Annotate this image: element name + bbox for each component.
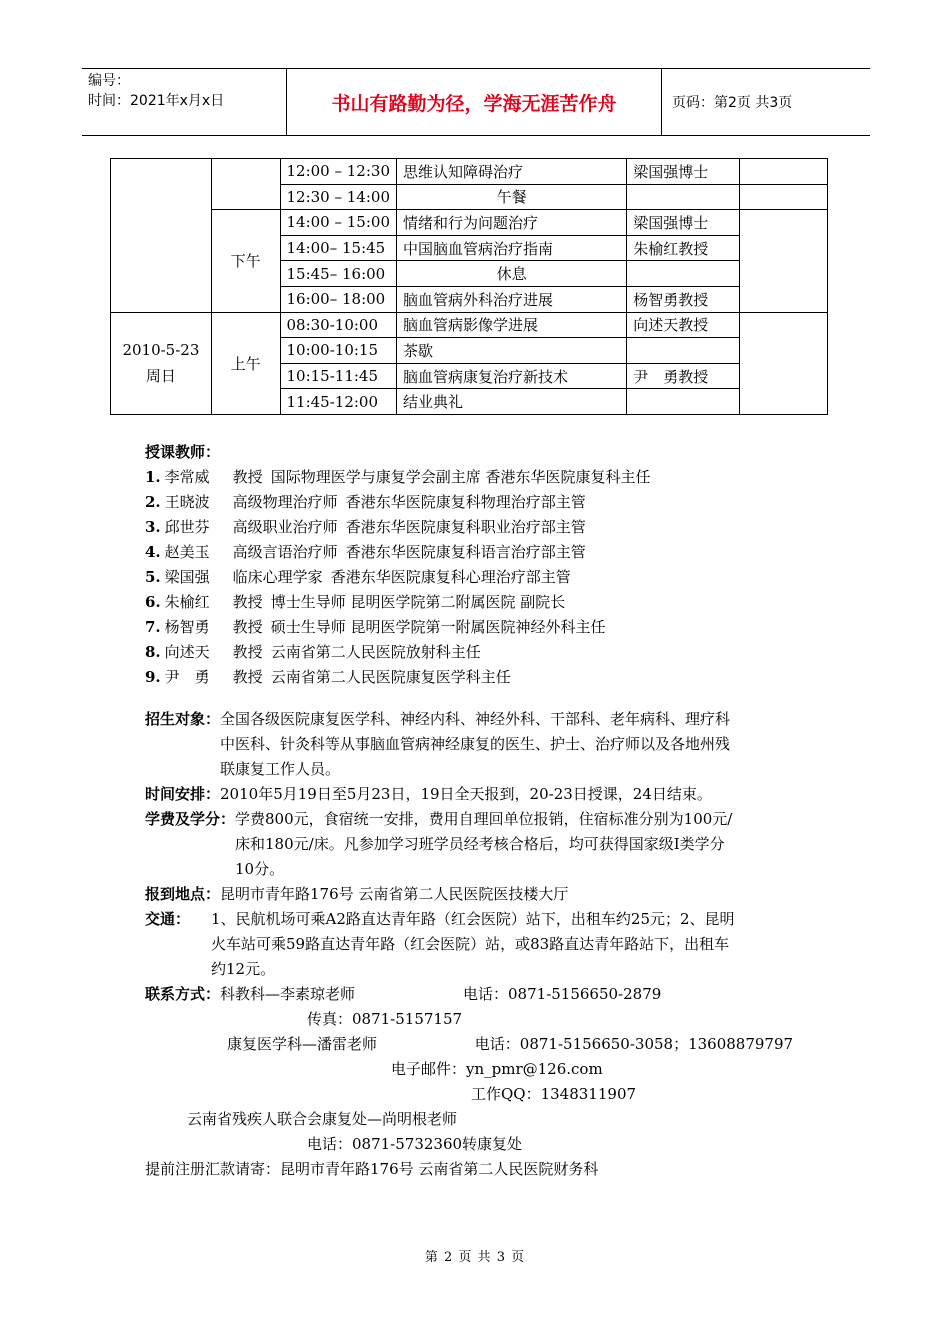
time-cell: 16:00– 18:00	[280, 286, 397, 312]
contact-1-name: 科教科—李素琼老师	[220, 985, 356, 1003]
teacher-title: 教授	[232, 468, 263, 486]
time-cell: 12:00 – 12:30	[280, 159, 397, 185]
teacher-list	[145, 465, 815, 690]
header-page-info: 页码：第2页 共3页	[672, 95, 793, 111]
date-cell-day2	[111, 312, 212, 414]
extra-cell	[739, 184, 827, 210]
fee-line: 床和180元/床。凡参加学习班学员经考核合格后，均可获得国家级I类学分	[235, 835, 725, 853]
time-cell: 14:00 – 15:00	[280, 210, 397, 236]
teacher-name: 尹 勇	[164, 668, 210, 686]
fee-section	[145, 807, 815, 882]
teacher-name: 朱榆红	[164, 593, 210, 611]
teacher-number: 4.	[145, 543, 161, 561]
teacher-cell	[627, 184, 740, 210]
target-line: 联康复工作人员。	[220, 760, 341, 778]
teacher-name: 杨智勇	[164, 618, 210, 636]
contact-1-phone: 电话：0871-5156650-2879	[463, 985, 662, 1003]
teacher-item	[145, 590, 815, 615]
teacher-cell	[627, 338, 740, 364]
contact-2-name: 康复医学科—潘雷老师	[227, 1035, 378, 1053]
teacher-number: 7.	[145, 618, 161, 636]
topic-cell: 休息	[397, 261, 627, 287]
teacher-name: 向述天	[164, 643, 210, 661]
teachers-heading: 授课教师：	[145, 443, 221, 461]
teacher-cell: 尹 勇教授	[627, 363, 740, 389]
teacher-item	[145, 490, 815, 515]
topic-cell: 茶歇	[397, 338, 627, 364]
time-text: 2010年5月19日至5月23日，19日全天报到，20-23日授课，24日结束。	[220, 785, 712, 803]
topic-cell: 情绪和行为问题治疗	[397, 210, 627, 236]
teacher-desc: 香港东华医院康复科心理治疗部主管	[330, 568, 571, 586]
extra-cell	[739, 159, 827, 185]
teacher-item	[145, 565, 815, 590]
teacher-title: 教授	[232, 643, 263, 661]
target-text	[220, 707, 730, 782]
target-section	[145, 707, 815, 782]
extra-cell	[739, 210, 827, 312]
teacher-item	[145, 665, 815, 690]
time-cell: 10:00-10:15	[280, 338, 397, 364]
venue-label: 报到地点：	[145, 885, 221, 903]
time-cell: 12:30 – 14:00	[280, 184, 397, 210]
topic-cell: 午餐	[397, 184, 627, 210]
time-label: 时间安排：	[145, 785, 221, 803]
teacher-name: 梁国强	[164, 568, 210, 586]
transport-text	[211, 907, 735, 982]
teacher-title: 教授	[232, 668, 263, 686]
teacher-cell	[627, 261, 740, 287]
contact-3-name: 云南省残疾人联合会康复处—尚明根老师	[187, 1110, 458, 1128]
document-body	[145, 440, 815, 1182]
teacher-desc: 云南省第二人民医院放射科主任	[270, 643, 481, 661]
header-motto: 书山有路勤为径，学海无涯苦作舟	[287, 69, 662, 135]
teacher-desc: 香港东华医院康复科语言治疗部主管	[345, 543, 586, 561]
extra-cell	[739, 312, 827, 414]
table-row	[111, 159, 828, 185]
teacher-item	[145, 615, 815, 640]
teacher-number: 3.	[145, 518, 161, 536]
page-footer: 第 2 页 共 3 页	[424, 1250, 526, 1265]
remit-text: 提前注册汇款请寄：昆明市青年路176号 云南省第二人民医院财务科	[145, 1160, 599, 1178]
header-meta	[82, 69, 287, 135]
teacher-desc: 香港东华医院康复科职业治疗部主管	[345, 518, 586, 536]
fee-line: 学费800元，食宿统一安排，费用自理回单位报销，住宿标准分别为100元/	[235, 810, 733, 828]
period-cell-morning: 上午	[211, 312, 280, 414]
teacher-item	[145, 640, 815, 665]
target-line: 全国各级医院康复医学科、神经内科、神经外科、干部科、老年病科、理疗科	[220, 710, 731, 728]
teacher-desc: 国际物理医学与康复学会副主席 香港东华医院康复科主任	[270, 468, 651, 486]
doc-number-label: 编号：	[88, 73, 130, 89]
teacher-number: 5.	[145, 568, 161, 586]
day2-date: 2010-5-23	[122, 341, 200, 360]
teacher-number: 2.	[145, 493, 161, 511]
contact-3-phone: 电话：0871-5732360转康复处	[307, 1135, 523, 1153]
teacher-desc: 博士生导师 昆明医学院第二附属医院 副院长	[270, 593, 566, 611]
date-cell-blank	[111, 159, 212, 313]
teacher-name: 赵美玉	[164, 543, 210, 561]
topic-cell: 中国脑血管病治疗指南	[397, 235, 627, 261]
time-cell: 08:30-10:00	[280, 312, 397, 338]
transport-section	[145, 907, 815, 982]
venue-section	[145, 882, 815, 907]
teacher-cell: 朱榆红教授	[627, 235, 740, 261]
contact-row-1	[145, 982, 815, 1007]
fee-line: 10分。	[235, 860, 285, 878]
teacher-title: 教授	[232, 618, 263, 636]
contact-2-email: 电子邮件：yn_pmr@126.com	[391, 1060, 603, 1078]
contact-2-phone: 电话：0871-5156650-3058；13608879797	[474, 1035, 794, 1053]
teacher-number: 1.	[145, 468, 161, 486]
teacher-cell: 梁国强博士	[627, 210, 740, 236]
time-cell: 15:45– 16:00	[280, 261, 397, 287]
period-cell-blank	[211, 159, 280, 210]
day2-weekday: 周日	[145, 367, 176, 386]
page-header	[82, 68, 870, 136]
target-line: 中医科、针灸科等从事脑血管病神经康复的医生、护士、治疗师以及各地州残	[220, 735, 731, 753]
teacher-cell	[627, 389, 740, 415]
contact-row-2	[145, 1032, 815, 1057]
transport-line: 1、民航机场可乘A2路直达青年路（红会医院）站下，出租车约25元；2、昆明	[211, 910, 735, 928]
topic-cell: 脑血管病外科治疗进展	[397, 286, 627, 312]
teacher-number: 9.	[145, 668, 161, 686]
teacher-title: 高级职业治疗师	[232, 518, 338, 536]
contact-1-fax: 传真：0871-5157157	[307, 1010, 463, 1028]
contact-2-qq: 工作QQ：1348311907	[471, 1085, 637, 1103]
teacher-desc: 云南省第二人民医院康复医学科主任	[270, 668, 511, 686]
schedule-table	[110, 158, 828, 415]
topic-cell: 结业典礼	[397, 389, 627, 415]
venue-text: 昆明市青年路176号 云南省第二人民医院医技楼大厅	[220, 885, 569, 903]
transport-label: 交通：	[145, 910, 191, 928]
fee-label: 学费及学分：	[145, 810, 236, 828]
teacher-title: 高级言语治疗师	[232, 543, 338, 561]
teacher-item	[145, 540, 815, 565]
teacher-title: 教授	[232, 593, 263, 611]
topic-cell: 脑血管病康复治疗新技术	[397, 363, 627, 389]
time-cell: 14:00– 15:45	[280, 235, 397, 261]
teacher-title: 高级物理治疗师	[232, 493, 338, 511]
teacher-item	[145, 465, 815, 490]
teacher-cell: 杨智勇教授	[627, 286, 740, 312]
teacher-number: 8.	[145, 643, 161, 661]
teacher-name: 李常威	[164, 468, 210, 486]
doc-date: 时间：2021年x月x日	[88, 93, 225, 109]
time-cell: 10:15-11:45	[280, 363, 397, 389]
time-section	[145, 782, 815, 807]
teacher-cell: 梁国强博士	[627, 159, 740, 185]
time-cell: 11:45-12:00	[280, 389, 397, 415]
teacher-name: 邱世芬	[164, 518, 210, 536]
table-row	[111, 210, 828, 236]
topic-cell: 思维认知障碍治疗	[397, 159, 627, 185]
teacher-desc: 香港东华医院康复科物理治疗部主管	[345, 493, 586, 511]
target-label: 招生对象：	[145, 710, 221, 728]
period-cell-afternoon: 下午	[211, 210, 280, 312]
transport-line: 火车站可乘59路直达青年路（红会医院）站，或83路直达青年路站下，出租车	[211, 935, 730, 953]
topic-cell: 脑血管病影像学进展	[397, 312, 627, 338]
teacher-name: 王晓波	[164, 493, 210, 511]
fee-text	[235, 807, 732, 882]
teacher-item	[145, 515, 815, 540]
transport-line: 约12元。	[211, 960, 276, 978]
teacher-desc: 硕士生导师 昆明医学院第一附属医院神经外科主任	[270, 618, 606, 636]
teacher-number: 6.	[145, 593, 161, 611]
teacher-title: 临床心理学家	[232, 568, 323, 586]
table-row	[111, 312, 828, 338]
contact-label: 联系方式：	[145, 985, 221, 1003]
teacher-cell: 向述天教授	[627, 312, 740, 338]
